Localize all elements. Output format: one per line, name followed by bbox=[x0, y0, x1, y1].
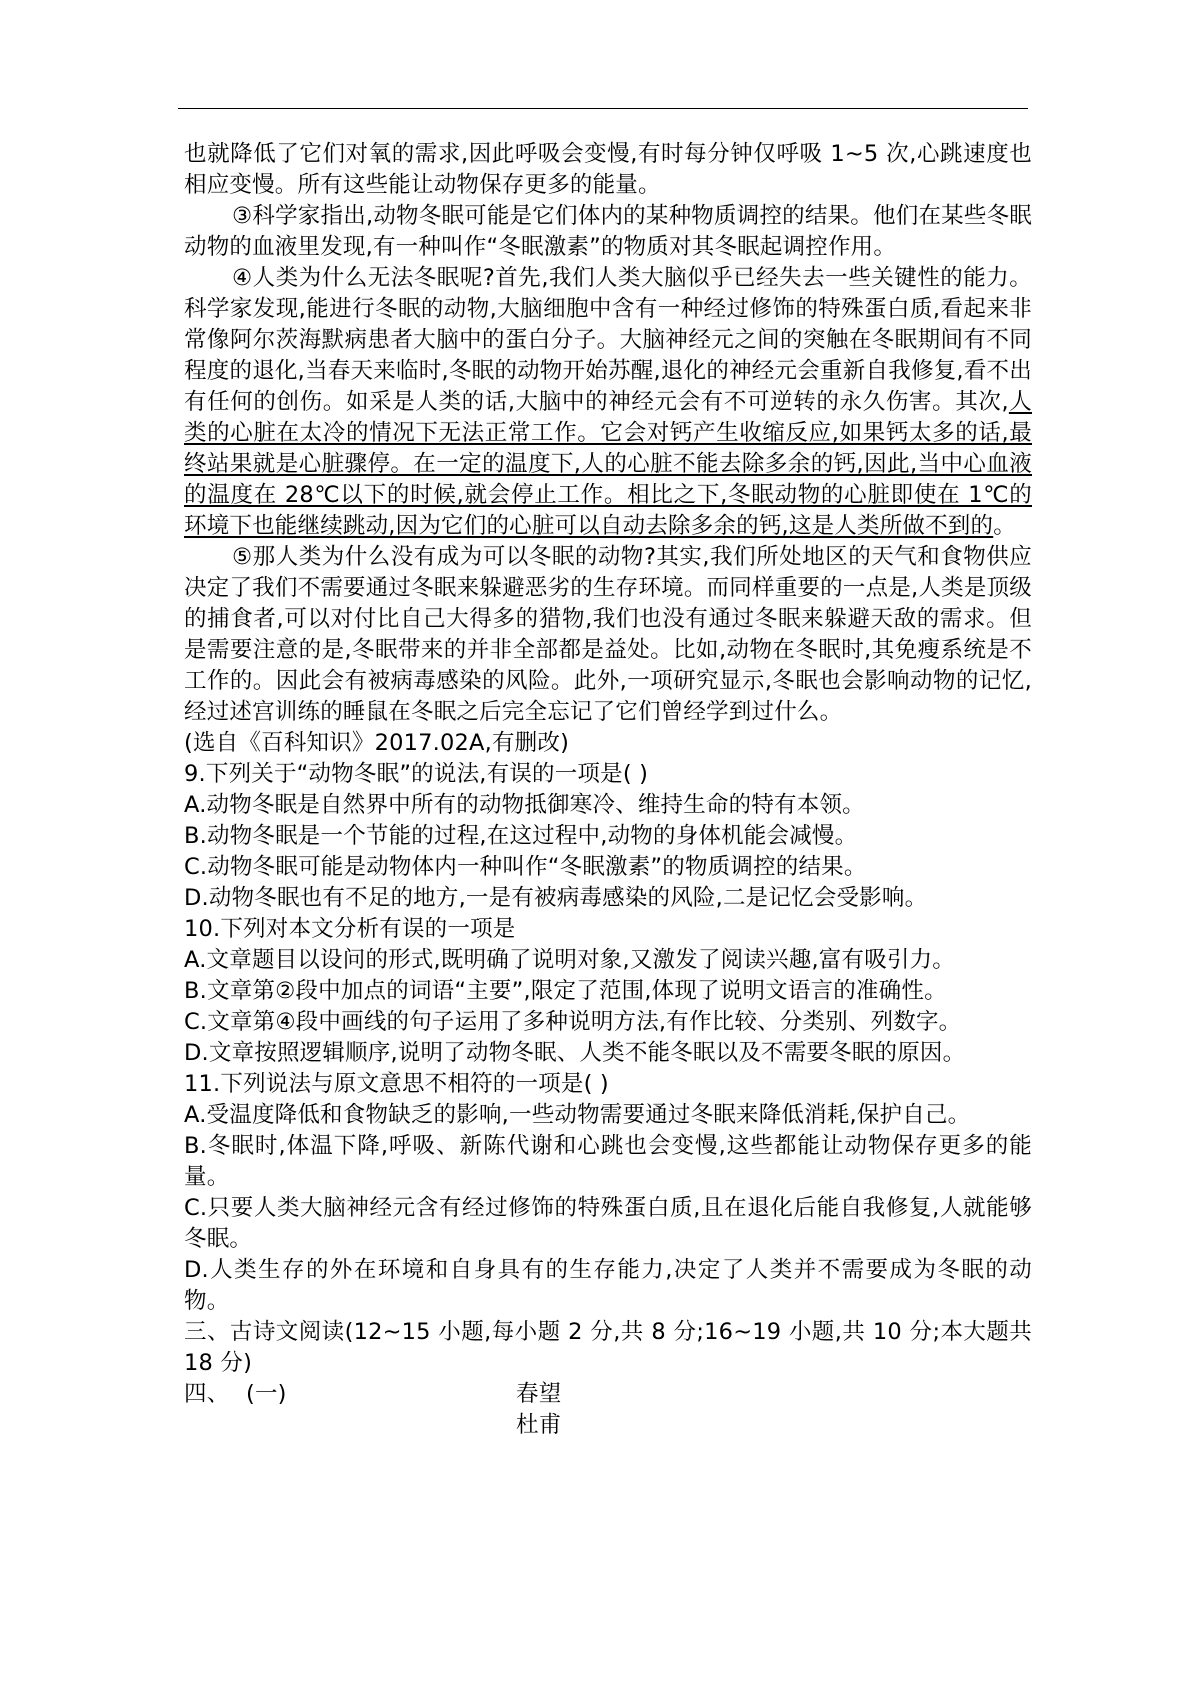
question-9-option-c: C.动物冬眠可能是动物体内一种叫作“冬眠激素”的物质调控的结果。 bbox=[184, 854, 867, 880]
section-4-row bbox=[184, 1379, 1032, 1410]
source-note: (选自《百科知识》2017.02A,有删改) bbox=[184, 730, 570, 756]
header-rule bbox=[178, 108, 1028, 109]
question-10-option-a: A.文章题目以设问的形式,既明确了说明对象,又激发了阅读兴趣,富有吸引力。 bbox=[184, 947, 956, 973]
question-11-option-d: D.人类生存的外在环境和自身具有的生存能力,决定了人类并不需要成为冬眠的动物。 bbox=[184, 1257, 1032, 1314]
passage-paragraph-5: ⑤那人类为什么没有成为可以冬眠的动物?其实,我们所处地区的天气和食物供应决定了我们不需要通过冬眠来躲避恶劣的生存环境。而同样重要的一点是,人类是顶级的捕食者,可以对付比自己大得多的猎物,我们也没有通过冬眠来躲避天敌的需求。但是需要注意的是,冬眠带来的并非全部都是益处。比如,动物在冬眠时,其免瘦系统是不工作的。因此会有被病毒感染的风险。此外,一项研究显示,冬眠也会影响动物的记忆,经过述宫训练的睡鼠在冬眠之后完全忘记了它们曾经学到过什么。 bbox=[184, 544, 1032, 725]
paragraph-4-text: ④人类为什么无法冬眠呢?首先,我们人类大脑似乎已经失去一些关键性的能力。科学家发现,能进行冬眠的动物,大脑细胞中含有一种经过修饰的特殊蛋白质,看起来非常像阿尔茨海默病患者大脑中的蛋白分子。大脑神经元之间的突触在冬眠期间有不同程度的退化,当春天来临时,冬眠的动物开始苏醒,退化的神经元会重新自我修复,看不出有任何的创伤。如采是人类的话,大脑中的神经元会有不可逆转的永久伤害。其次, bbox=[184, 265, 1032, 415]
passage-paragraph-3: ③科学家指出,动物冬眠可能是它们体内的某种物质调控的结果。他们在某些冬眠动物的血液里发现,有一种叫作“冬眠激素”的物质对其冬眠起调控作用。 bbox=[184, 203, 1032, 260]
question-9-option-b: B.动物冬眠是一个节能的过程,在这过程中,动物的身体机能会减慢。 bbox=[184, 823, 858, 849]
question-9-option-d: D.动物冬眠也有不足的地方,一是有被病毒感染的风险,二是记忆会受影响。 bbox=[184, 885, 928, 911]
question-10-option-c: C.文章第④段中画线的句子运用了多种说明方法,有作比较、分类别、列数字。 bbox=[184, 1009, 962, 1035]
paragraph-4-end: 。 bbox=[993, 513, 1016, 539]
poem-author-row bbox=[184, 1410, 1032, 1441]
passage-paragraph-2-end: 也就降低了它们对氧的需求,因此呼吸会变慢,有时每分钟仅呼吸 1~5 次,心跳速度也相应变慢。所有这些能让动物保存更多的能量。 bbox=[184, 141, 1032, 198]
question-10-option-d: D.文章按照逻辑顺序,说明了动物冬眠、人类不能冬眠以及不需要冬眠的原因。 bbox=[184, 1040, 966, 1066]
poem-author: 杜甫 bbox=[516, 1412, 562, 1438]
question-11-option-a: A.受温度降低和食物缺乏的影响,一些动物需要通过冬眠来降低消耗,保护自己。 bbox=[184, 1102, 971, 1128]
document-body bbox=[184, 139, 1032, 1441]
poem-title: 春望 bbox=[516, 1381, 562, 1407]
question-10-stem: 10.下列对本文分析有误的一项是 bbox=[184, 916, 516, 942]
section-4-label: 四、 bbox=[184, 1381, 230, 1407]
question-10-option-b: B.文章第②段中加点的词语“主要”,限定了范围,体现了说明文语言的准确性。 bbox=[184, 978, 947, 1004]
question-11-stem: 11.下列说法与原文意思不相符的一项是( ) bbox=[184, 1071, 609, 1097]
section-3-heading: 三、古诗文阅读(12~15 小题,每小题 2 分,共 8 分;16~19 小题,共 10 分;本大题共 18 分) bbox=[184, 1319, 1032, 1376]
section-4-subsection: (一) bbox=[246, 1381, 287, 1407]
question-9-stem: 9.下列关于“动物冬眠”的说法,有误的一项是( ) bbox=[184, 761, 649, 787]
underlined-sentences: 人类的心脏在太冷的情况下无法正常工作。它会对钙产生收缩反应,如果钙太多的话,最终站果就是心脏骤停。在一定的温度下,人的心脏不能去除多余的钙,因此,当中心血液的温度在 28℃以下的时候,就会停止工作。相比之下,冬眠动物的心脏即使在 1℃的环境下也能继续跳动,因为它们的心脏可以自动去除多余的钙,这是人类所做不到的 bbox=[184, 389, 1032, 539]
question-11-option-b: B.冬眠时,体温下降,呼吸、新陈代谢和心跳也会变慢,这些都能让动物保存更多的能量。 bbox=[184, 1133, 1032, 1190]
question-9-option-a: A.动物冬眠是自然界中所有的动物抵御寒冷、维持生命的特有本领。 bbox=[184, 792, 865, 818]
passage-paragraph-4 bbox=[184, 263, 1032, 542]
question-11-option-c: C.只要人类大脑神经元含有经过修饰的特殊蛋白质,且在退化后能自我修复,人就能够冬眠。 bbox=[184, 1195, 1032, 1252]
